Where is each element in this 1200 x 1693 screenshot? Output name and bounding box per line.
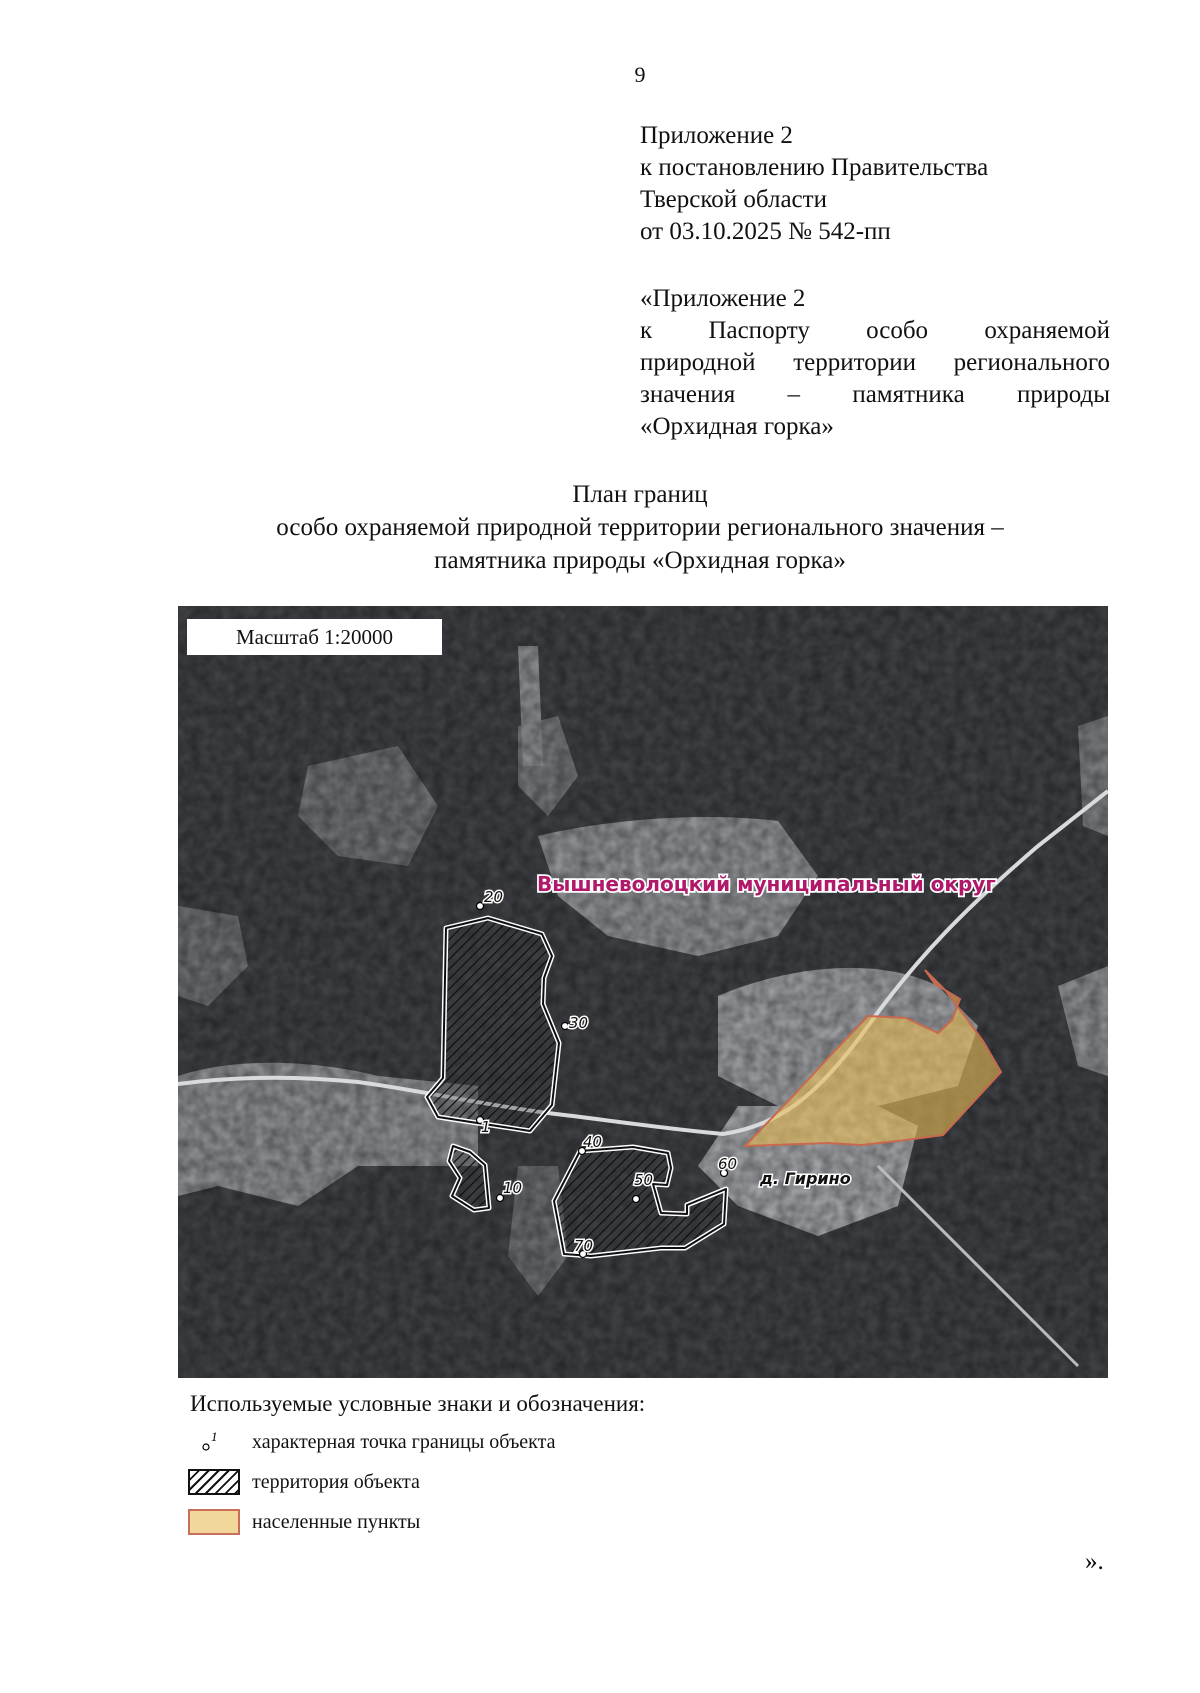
territory-area-1 <box>427 918 559 1131</box>
boundary-point-icon <box>188 1429 240 1455</box>
district-label: Вышневолоцкий муниципальный округ <box>537 872 996 896</box>
appendix-header-line: Приложение 2 <box>640 122 793 149</box>
legend-point-sample-label: 1 <box>211 1429 218 1444</box>
closing-quote-mark: ». <box>1085 1548 1104 1575</box>
appendix-header-line: от 03.10.2025 № 542-пп <box>640 218 891 245</box>
legend-item-territory <box>188 1468 420 1496</box>
legend-item-label: характерная точка границы объекта <box>252 1430 556 1453</box>
settlement-area-icon <box>188 1509 240 1535</box>
forest-texture <box>178 606 1108 1378</box>
page-number: 9 <box>634 62 646 87</box>
legend-title: Используемые условные знаки и обозначения: <box>190 1391 646 1416</box>
legend-item-boundary-point <box>188 1428 556 1456</box>
boundary-point-30 <box>562 1023 569 1030</box>
appendix-ref-line: значения – памятника природы <box>640 381 1110 408</box>
point-label-40: 40 <box>583 1133 603 1151</box>
point-label-70: 70 <box>574 1237 594 1255</box>
boundary-point-20 <box>477 903 484 910</box>
appendix-ref-line: «Приложение 2 <box>640 285 806 312</box>
plan-title-line: памятника природы «Орхидная горка» <box>434 547 846 574</box>
appendix-ref-line: к Паспорту особо охраняемой <box>640 317 1110 344</box>
satellite-map <box>178 606 1108 1378</box>
appendix-ref-line: природной территории регионального <box>640 349 1110 376</box>
scale-label: Масштаб 1:20000 <box>187 619 442 655</box>
plan-title <box>0 478 1200 577</box>
point-label-20: 20 <box>484 888 504 906</box>
point-label-50: 50 <box>634 1171 654 1189</box>
appendix-reference <box>640 283 1110 443</box>
point-label-60: 60 <box>718 1155 738 1173</box>
appendix-header-line: к постановлению Правительства <box>640 154 989 181</box>
appendix-header <box>640 120 1110 248</box>
point-label-10: 10 <box>503 1179 523 1197</box>
plan-title-line: План границ <box>572 481 708 508</box>
hatched-area-icon <box>188 1469 240 1495</box>
point-label-1: 1 <box>481 1118 491 1136</box>
plan-title-line: особо охраняемой природной территории регионального значения – <box>276 514 1004 541</box>
boundary-point-50 <box>633 1196 640 1203</box>
point-label-30: 30 <box>569 1014 589 1032</box>
map-canvas <box>178 606 1108 1378</box>
appendix-header-line: Тверской области <box>640 186 827 213</box>
legend-item-settlement <box>188 1508 420 1536</box>
legend-item-label: населенные пункты <box>252 1510 421 1533</box>
legend-item-label: территория объекта <box>252 1470 420 1493</box>
settlement-label: д. Гирино <box>760 1169 851 1188</box>
appendix-ref-line: «Орхидная горка» <box>640 413 834 440</box>
